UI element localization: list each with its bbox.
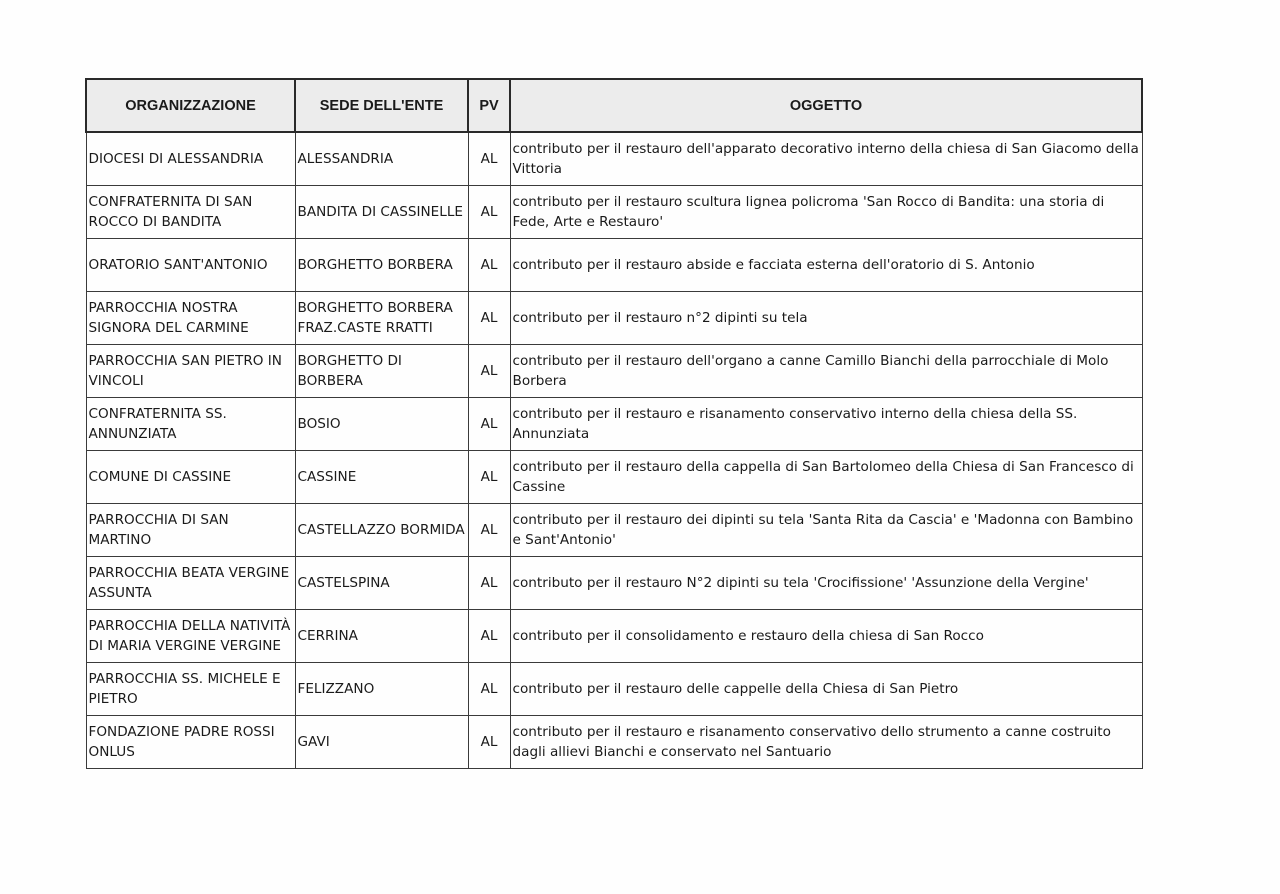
cell-pv: AL bbox=[468, 292, 510, 345]
cell-pv: AL bbox=[468, 557, 510, 610]
cell-oggetto: contributo per il restauro delle cappelle della Chiesa di San Pietro bbox=[510, 663, 1142, 716]
cell-sede: FELIZZANO bbox=[295, 663, 468, 716]
cell-organizzazione: DIOCESI DI ALESSANDRIA bbox=[86, 132, 295, 186]
cell-organizzazione: PARROCCHIA DELLA NATIVITÀ DI MARIA VERGINE VERGINE bbox=[86, 610, 295, 663]
cell-pv: AL bbox=[468, 186, 510, 239]
cell-organizzazione: CONFRATERNITA DI SAN ROCCO DI BANDITA bbox=[86, 186, 295, 239]
cell-sede: CASSINE bbox=[295, 451, 468, 504]
cell-oggetto: contributo per il restauro dell'apparato decorativo interno della chiesa di San Giacomo della Vittoria bbox=[510, 132, 1142, 186]
cell-oggetto: contributo per il restauro scultura lignea policroma 'San Rocco di Bandita: una storia di Fede, Arte e Restauro' bbox=[510, 186, 1142, 239]
cell-sede: CERRINA bbox=[295, 610, 468, 663]
cell-oggetto: contributo per il restauro N°2 dipinti su tela 'Crocifissione' 'Assunzione della Vergine' bbox=[510, 557, 1142, 610]
cell-sede: BORGHETTO BORBERA FRAZ.CASTE RRATTI bbox=[295, 292, 468, 345]
cell-sede: GAVI bbox=[295, 716, 468, 769]
cell-organizzazione: PARROCCHIA DI SAN MARTINO bbox=[86, 504, 295, 557]
cell-pv: AL bbox=[468, 610, 510, 663]
cell-pv: AL bbox=[468, 451, 510, 504]
table-row bbox=[86, 132, 1142, 186]
table-row bbox=[86, 663, 1142, 716]
table-row bbox=[86, 716, 1142, 769]
cell-organizzazione: PARROCCHIA SAN PIETRO IN VINCOLI bbox=[86, 345, 295, 398]
table-row bbox=[86, 292, 1142, 345]
cell-oggetto: contributo per il restauro della cappella di San Bartolomeo della Chiesa di San Francesco di Cassine bbox=[510, 451, 1142, 504]
table-header bbox=[86, 79, 1142, 132]
cell-pv: AL bbox=[468, 345, 510, 398]
cell-sede: CASTELLAZZO BORMIDA bbox=[295, 504, 468, 557]
header-pv: PV bbox=[468, 79, 510, 132]
header-sede: SEDE DELL'ENTE bbox=[295, 79, 468, 132]
cell-sede: BORGHETTO DI BORBERA bbox=[295, 345, 468, 398]
cell-organizzazione: PARROCCHIA SS. MICHELE E PIETRO bbox=[86, 663, 295, 716]
header-oggetto: OGGETTO bbox=[510, 79, 1142, 132]
cell-oggetto: contributo per il restauro n°2 dipinti su tela bbox=[510, 292, 1142, 345]
cell-pv: AL bbox=[468, 716, 510, 769]
table-row bbox=[86, 504, 1142, 557]
header-organizzazione: ORGANIZZAZIONE bbox=[86, 79, 295, 132]
cell-pv: AL bbox=[468, 132, 510, 186]
cell-organizzazione: COMUNE DI CASSINE bbox=[86, 451, 295, 504]
cell-oggetto: contributo per il restauro dell'organo a canne Camillo Bianchi della parrocchiale di Molo Borbera bbox=[510, 345, 1142, 398]
table-row bbox=[86, 239, 1142, 292]
table-body bbox=[86, 132, 1142, 769]
table-row bbox=[86, 345, 1142, 398]
cell-pv: AL bbox=[468, 663, 510, 716]
cell-sede: ALESSANDRIA bbox=[295, 132, 468, 186]
cell-pv: AL bbox=[468, 504, 510, 557]
cell-organizzazione: PARROCCHIA NOSTRA SIGNORA DEL CARMINE bbox=[86, 292, 295, 345]
cell-oggetto: contributo per il consolidamento e restauro della chiesa di San Rocco bbox=[510, 610, 1142, 663]
table-row bbox=[86, 451, 1142, 504]
cell-organizzazione: FONDAZIONE PADRE ROSSI ONLUS bbox=[86, 716, 295, 769]
header-row bbox=[86, 79, 1142, 132]
table-row bbox=[86, 610, 1142, 663]
table-row bbox=[86, 398, 1142, 451]
cell-oggetto: contributo per il restauro e risanamento conservativo dello strumento a canne costruito dagli allievi Bianchi e conservato nel Santuario bbox=[510, 716, 1142, 769]
cell-oggetto: contributo per il restauro e risanamento conservativo interno della chiesa della SS. Annunziata bbox=[510, 398, 1142, 451]
table-row bbox=[86, 186, 1142, 239]
cell-organizzazione: PARROCCHIA BEATA VERGINE ASSUNTA bbox=[86, 557, 295, 610]
cell-organizzazione: ORATORIO SANT'ANTONIO bbox=[86, 239, 295, 292]
cell-sede: BORGHETTO BORBERA bbox=[295, 239, 468, 292]
cell-pv: AL bbox=[468, 239, 510, 292]
cell-sede: BANDITA DI CASSINELLE bbox=[295, 186, 468, 239]
cell-oggetto: contributo per il restauro abside e facciata esterna dell'oratorio di S. Antonio bbox=[510, 239, 1142, 292]
grants-table bbox=[85, 78, 1143, 769]
cell-oggetto: contributo per il restauro dei dipinti su tela 'Santa Rita da Cascia' e 'Madonna con Bambino e Sant'Antonio' bbox=[510, 504, 1142, 557]
cell-sede: CASTELSPINA bbox=[295, 557, 468, 610]
cell-pv: AL bbox=[468, 398, 510, 451]
cell-organizzazione: CONFRATERNITA SS. ANNUNZIATA bbox=[86, 398, 295, 451]
cell-sede: BOSIO bbox=[295, 398, 468, 451]
table-row bbox=[86, 557, 1142, 610]
